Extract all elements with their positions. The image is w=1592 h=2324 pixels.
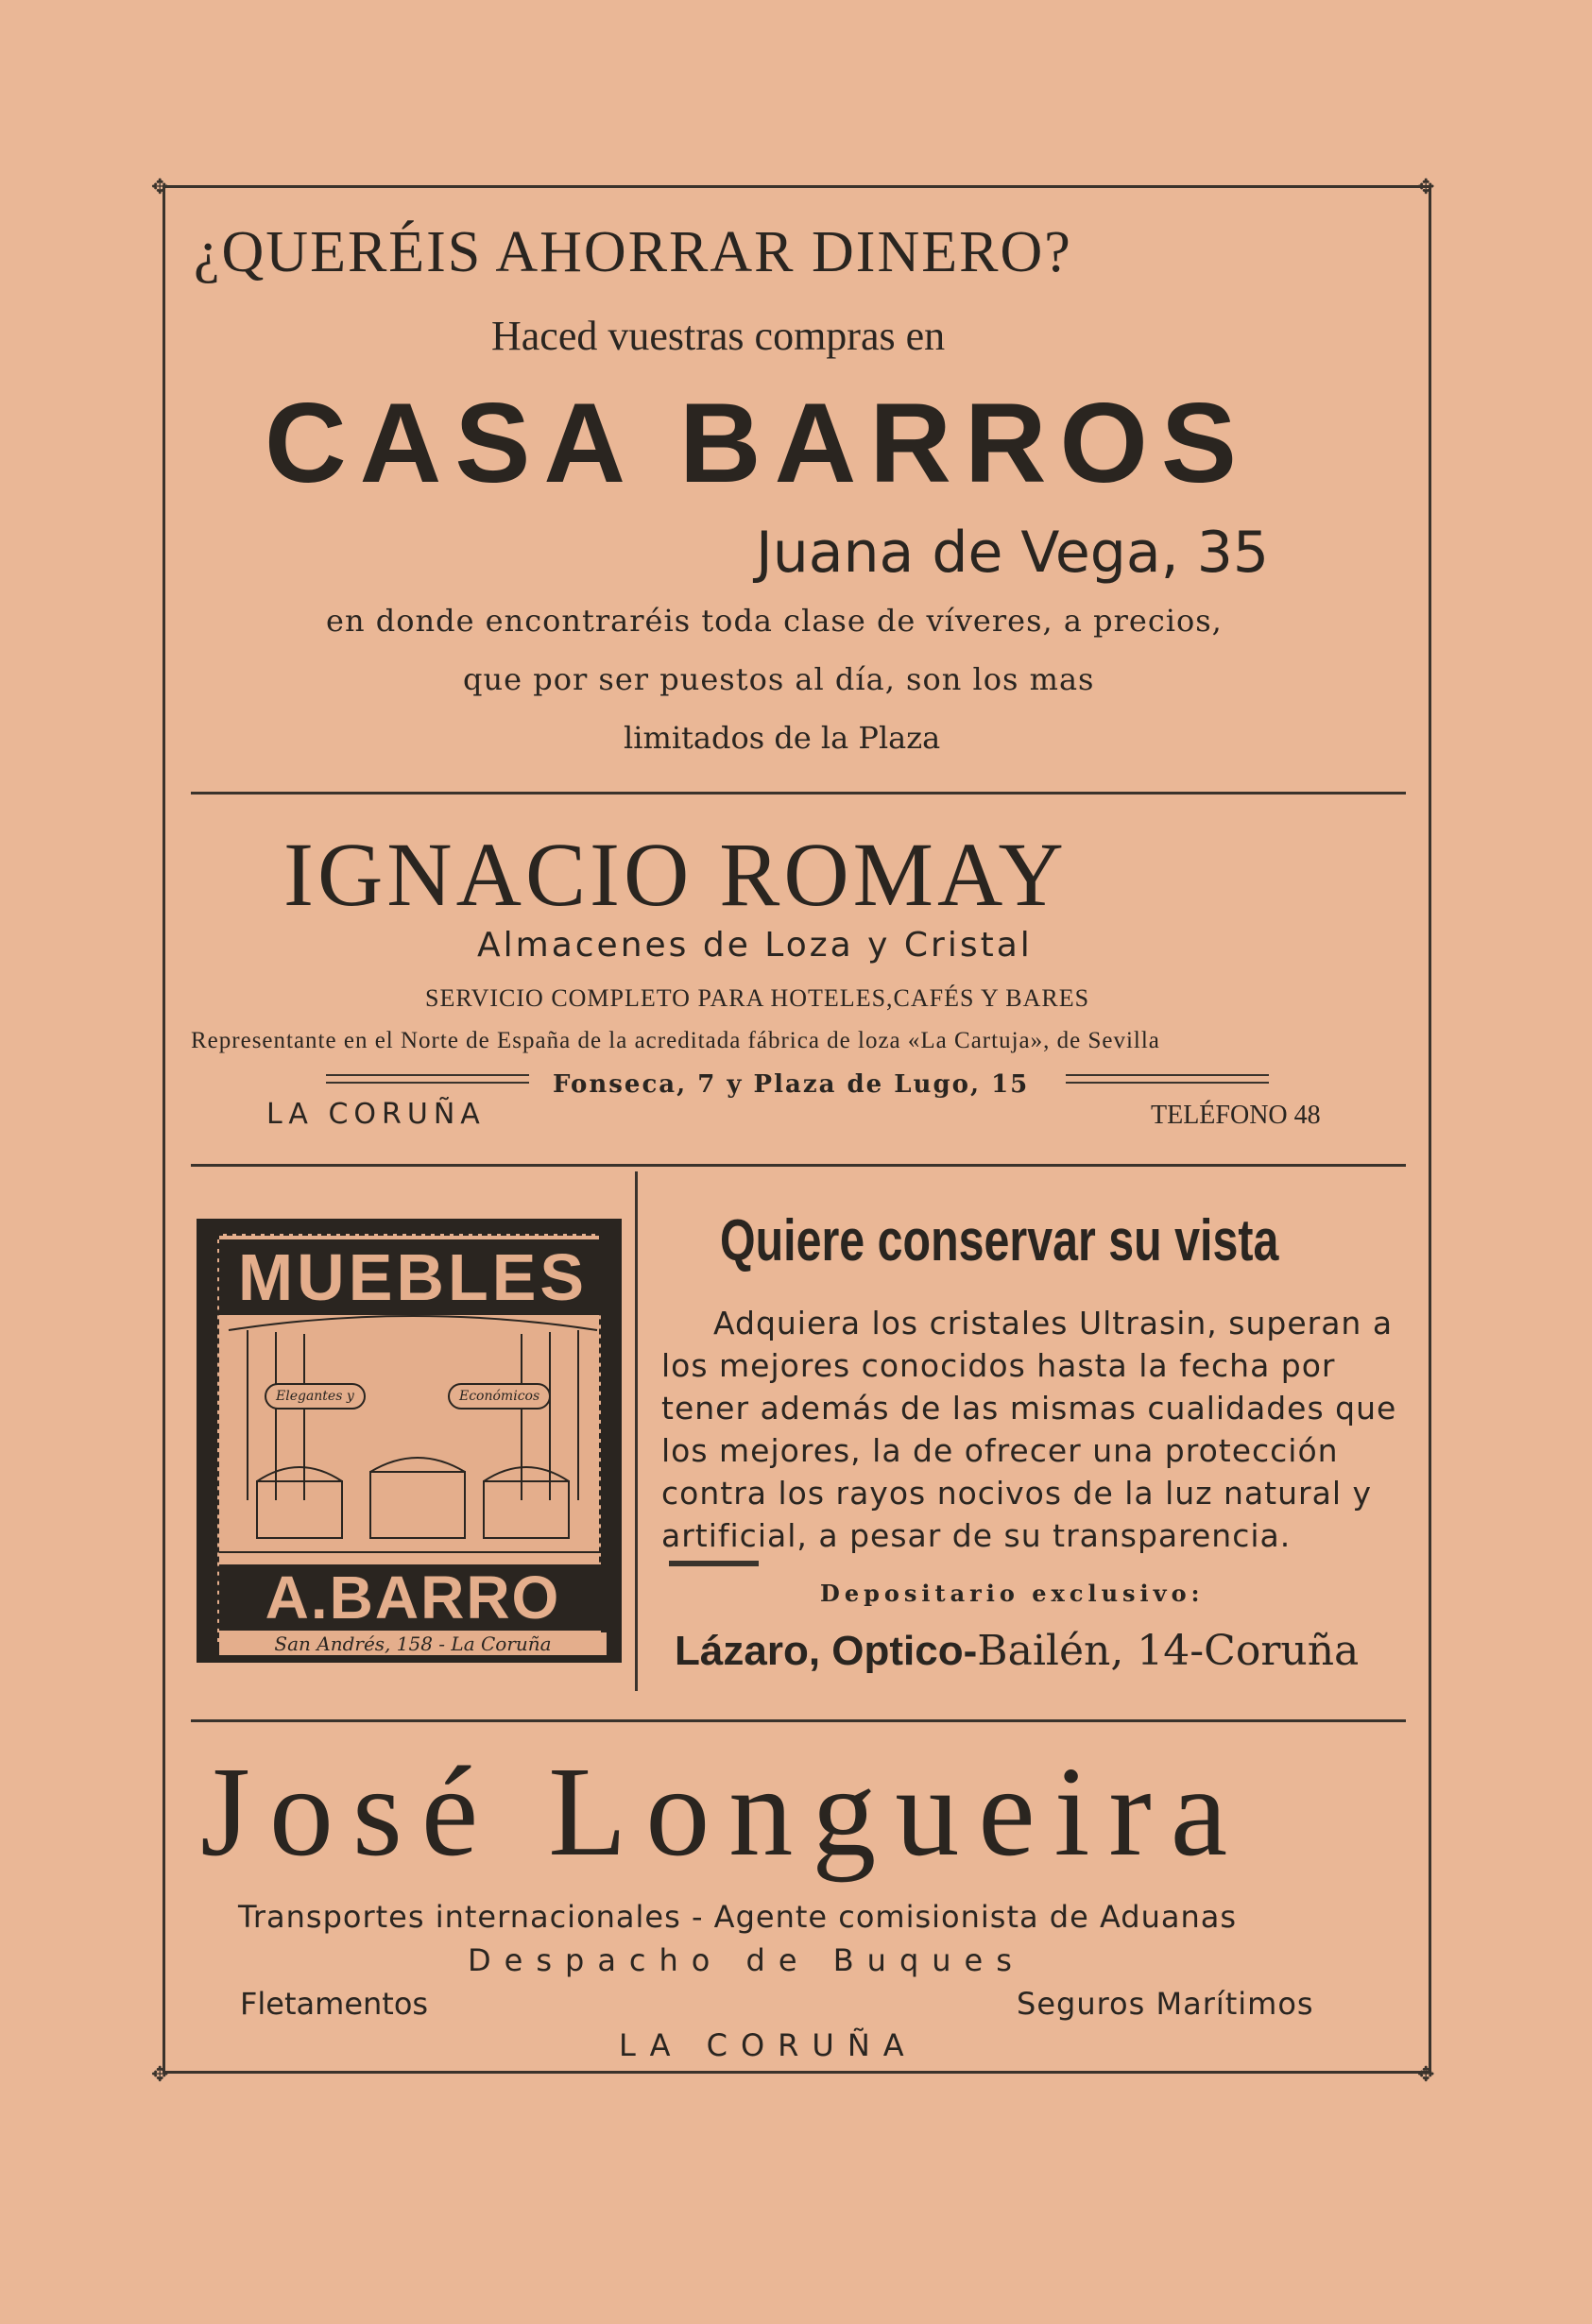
- ignacio-romay-city: LA CORUÑA: [266, 1098, 486, 1131]
- divider-3: [191, 1719, 1406, 1722]
- casa-barros-name: CASA BARROS: [265, 380, 1250, 506]
- casa-barros-desc-3: limitados de la Plaza: [624, 720, 941, 756]
- divider-1: [191, 792, 1406, 795]
- jose-longueira-left-service: Fletamentos: [240, 1986, 429, 2022]
- optica-body-line: artificial, a pesar de su transparencia.: [661, 1517, 1292, 1554]
- short-rule: [669, 1561, 759, 1566]
- corner-ornament-top-right: ✥: [1417, 176, 1435, 199]
- muebles-advert-illustration: [197, 1219, 622, 1663]
- muebles-address: San Andrés, 158 - La Coruña: [219, 1632, 607, 1655]
- optica-depositary-name: Lázaro, Optico-: [675, 1628, 978, 1674]
- jose-longueira-city: LA CORUÑA: [619, 2027, 917, 2063]
- ignacio-romay-phone: TELÉFONO 48: [1151, 1101, 1321, 1130]
- corner-ornament-bottom-right: ✥: [1417, 2063, 1435, 2087]
- rule-right-a: [1066, 1074, 1269, 1076]
- optica-body-line: contra los rayos nocivos de la luz natural y: [661, 1475, 1373, 1512]
- divider-2: [191, 1164, 1406, 1167]
- column-divider: [635, 1171, 638, 1691]
- rule-left-a: [326, 1074, 529, 1076]
- rule-left-b: [326, 1082, 529, 1084]
- jose-longueira-dispatch: Despacho de Buques: [468, 1942, 1025, 1978]
- muebles-tag-economicos: Económicos: [448, 1383, 551, 1410]
- casa-barros-question: ¿QUERÉIS AHORRAR DINERO?: [194, 220, 1072, 284]
- ignacio-romay-service: SERVICIO COMPLETO PARA HOTELES,CAFÉS Y BARES: [425, 984, 1090, 1012]
- corner-ornament-bottom-left: ✥: [151, 2063, 169, 2087]
- ignacio-romay-address: Fonseca, 7 y Plaza de Lugo, 15: [553, 1070, 1030, 1099]
- muebles-brand: A.BARRO: [219, 1564, 607, 1631]
- ignacio-romay-representative: Representante en el Norte de España de la acreditada fábrica de loza «La Cartuja», de Sevilla: [191, 1028, 1160, 1053]
- casa-barros-intro: Haced vuestras compras en: [491, 313, 946, 359]
- jose-longueira-right-service: Seguros Marítimos: [1017, 1986, 1314, 2022]
- muebles-title: MUEBLES: [219, 1239, 607, 1315]
- jose-longueira-name: José Longueira: [200, 1741, 1247, 1883]
- rule-right-b: [1066, 1082, 1269, 1084]
- muebles-tag-elegantes: Elegantes y: [265, 1383, 366, 1410]
- ignacio-romay-name: IGNACIO ROMAY: [283, 824, 1068, 925]
- casa-barros-desc-2: que por ser puestos al día, son los mas: [463, 661, 1095, 697]
- optica-headline: Quiere conservar su vista: [720, 1208, 1279, 1273]
- casa-barros-desc-1: en donde encontraréis toda clase de víveres, a precios,: [326, 603, 1223, 639]
- optica-depositary-label: Depositario exclusivo:: [820, 1580, 1205, 1607]
- furniture-illustration-icon: [219, 1311, 607, 1595]
- optica-body-line: tener además de las mismas cualidades que: [661, 1390, 1397, 1427]
- corner-ornament-top-left: ✥: [151, 176, 169, 199]
- optica-body: [661, 1302, 1408, 1557]
- optica-depositary: [675, 1627, 1359, 1675]
- ignacio-romay-subtitle: Almacenes de Loza y Cristal: [477, 926, 1033, 965]
- casa-barros-address: Juana de Vega, 35: [756, 520, 1270, 586]
- optica-body-line: los mejores conocidos hasta la fecha por: [661, 1347, 1336, 1384]
- optica-body-line: Adquiera los cristales Ultrasin, superan a: [713, 1305, 1394, 1341]
- optica-body-line: los mejores, la de ofrecer una protección: [661, 1432, 1339, 1469]
- jose-longueira-services: Transportes internacionales - Agente comisionista de Aduanas: [238, 1899, 1238, 1935]
- optica-depositary-address: Bailén, 14-Coruña: [977, 1627, 1360, 1675]
